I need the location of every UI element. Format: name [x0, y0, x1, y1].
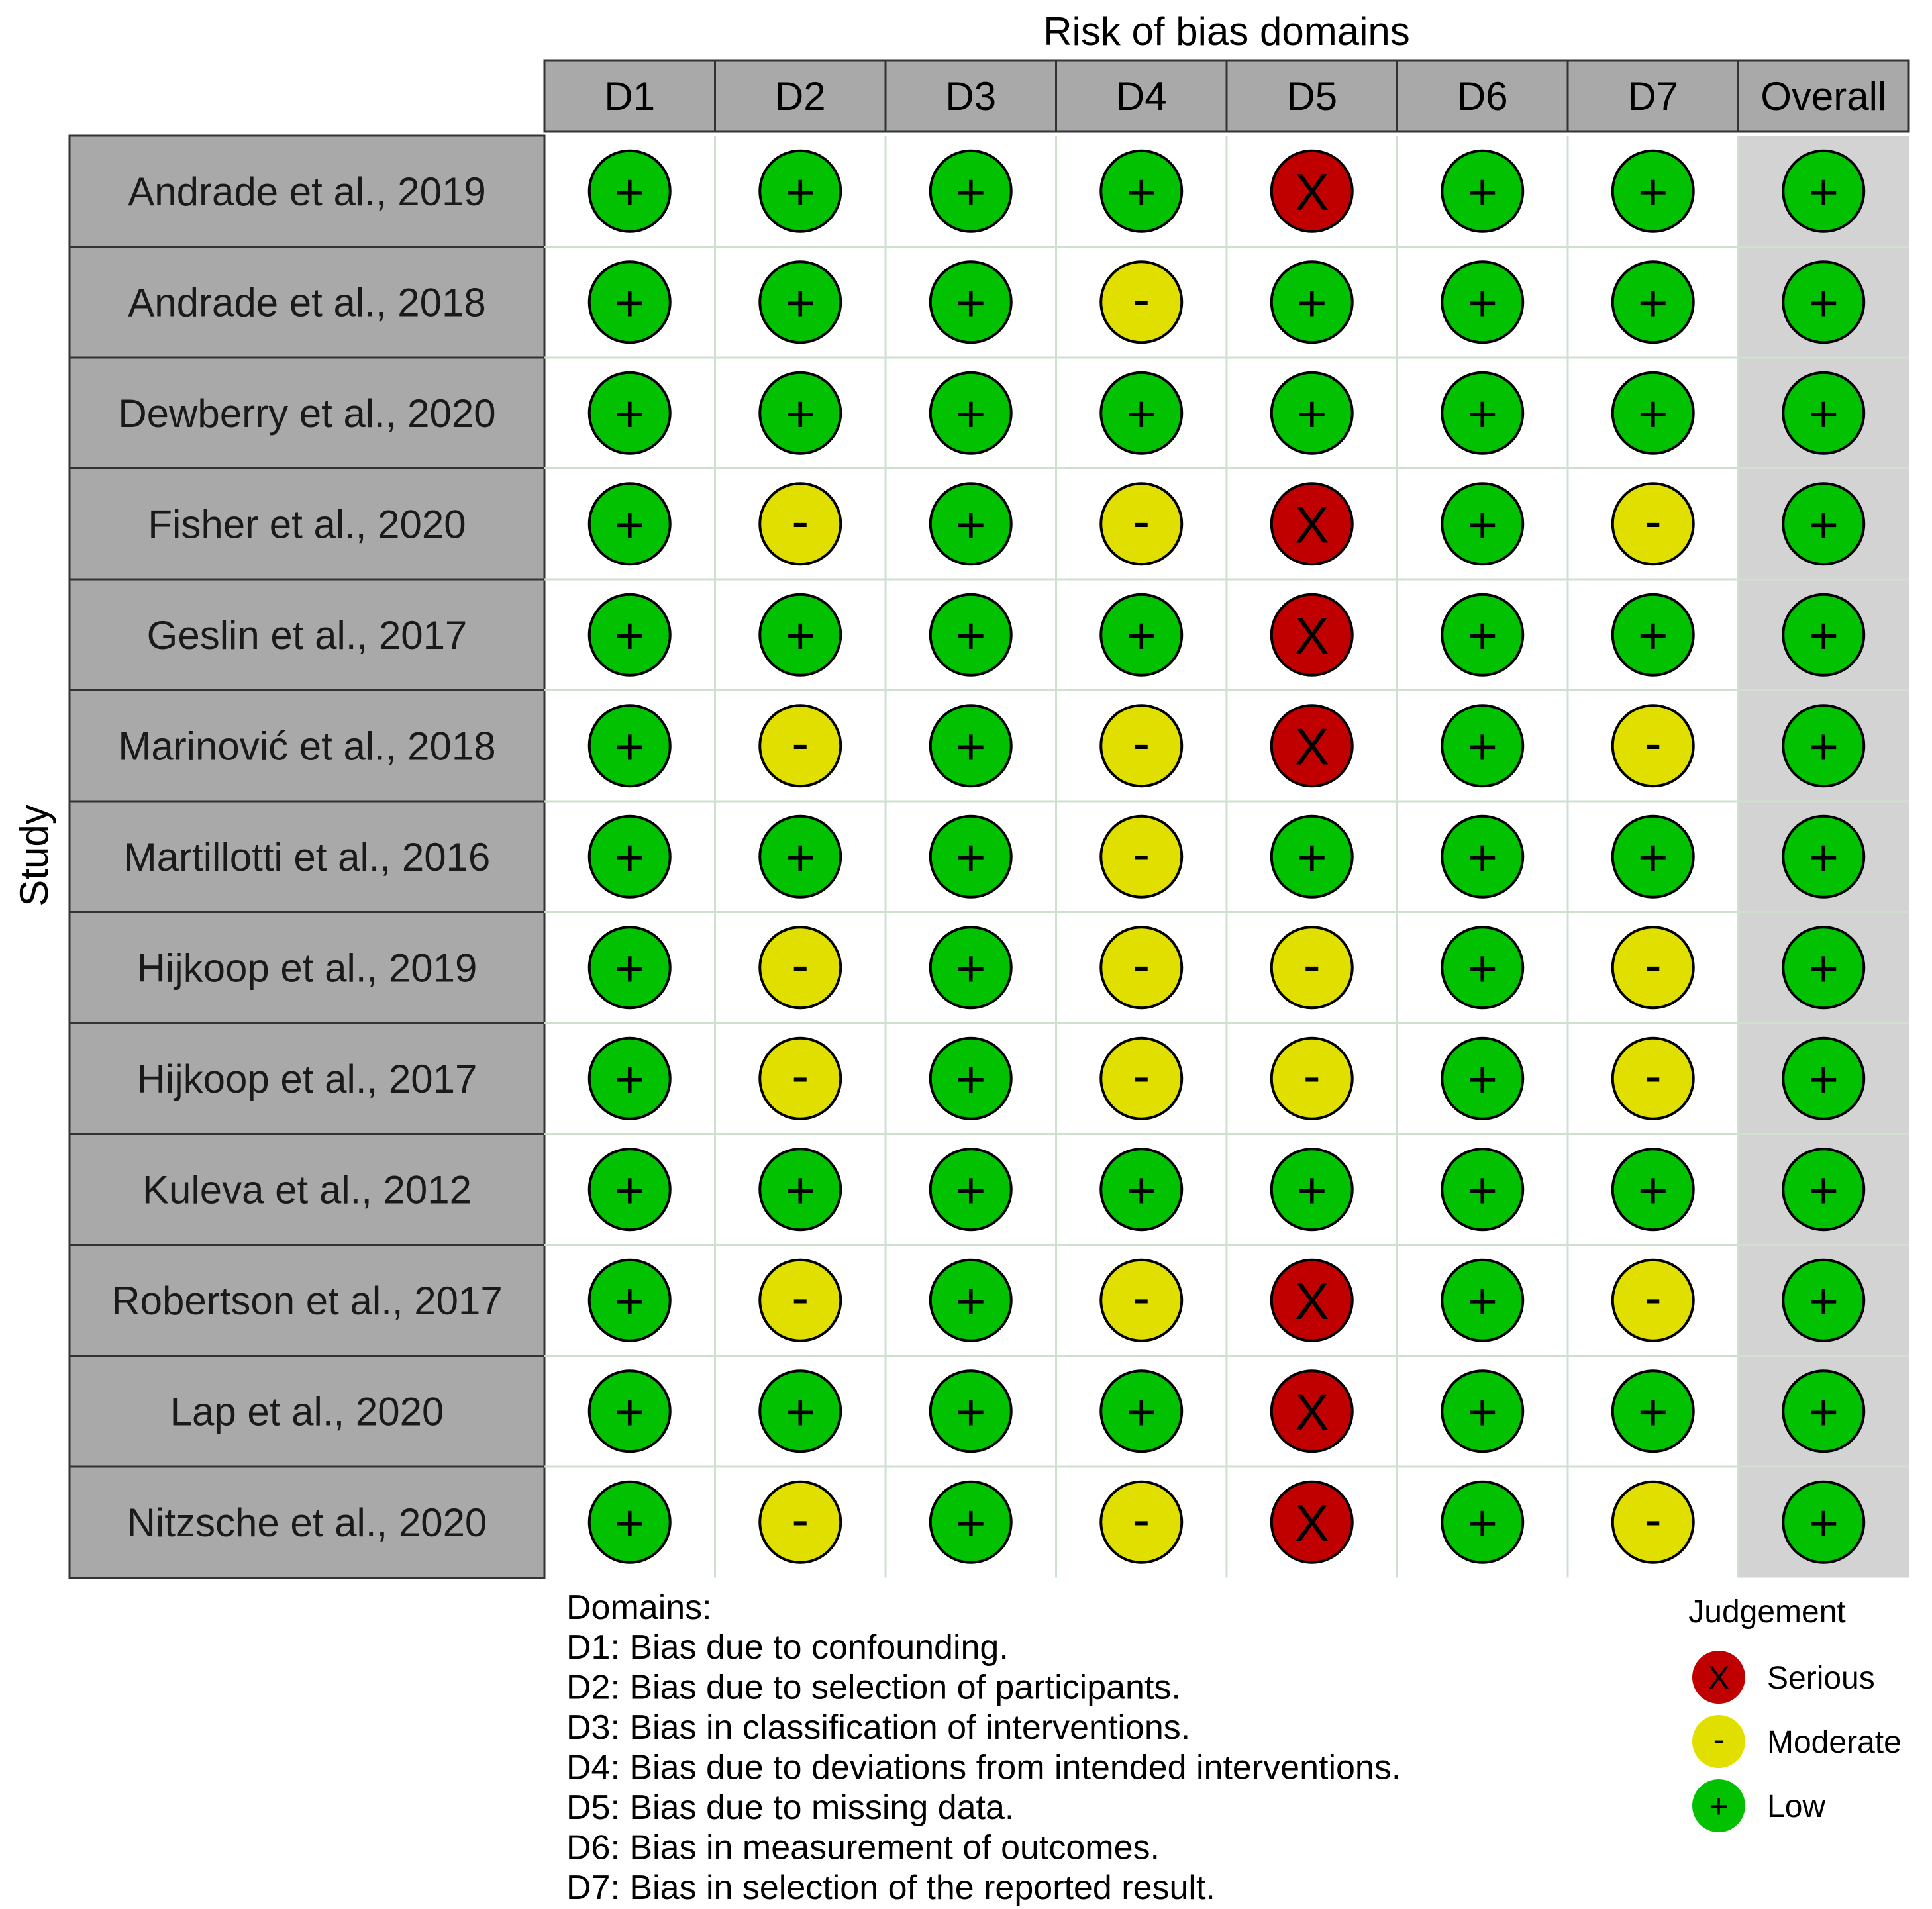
judgement-symbol: +	[614, 495, 645, 554]
judgement-symbol: +	[614, 384, 645, 443]
judgement-mark-low	[589, 373, 670, 454]
judgement-mark-low	[1783, 262, 1864, 342]
judgement-symbol: +	[1296, 384, 1327, 443]
judgement-mark-moderate	[1613, 483, 1694, 564]
judgement-symbol: X	[1294, 1493, 1329, 1552]
judgement-mark-low	[1101, 373, 1182, 454]
judgement-symbol: +	[955, 1161, 986, 1220]
judgement-symbol: +	[1126, 1383, 1157, 1442]
judgement-symbol: +	[1467, 1383, 1498, 1442]
legend	[1688, 1594, 1902, 1832]
judgement-mark-low	[1783, 816, 1864, 897]
judgement-symbol: +	[1467, 1050, 1498, 1108]
column-header-label: D1	[604, 74, 656, 119]
judgement-symbol: +	[955, 717, 986, 776]
judgement-mark-low	[1101, 151, 1182, 232]
judgement-mark-low	[1783, 1149, 1864, 1230]
judgement-symbol: +	[955, 273, 986, 332]
judgement-symbol: +	[1467, 273, 1498, 332]
domain-description: D4: Bias due to deviations from intended interventions.	[566, 1748, 1401, 1787]
risk-table	[70, 60, 1909, 1578]
judgement-symbol: +	[785, 828, 816, 887]
judgement-mark-low	[1442, 927, 1523, 1008]
judgement-symbol: +	[1808, 1383, 1839, 1442]
domains-heading: Domains:	[566, 1589, 712, 1627]
judgement-mark-moderate	[760, 927, 840, 1008]
study-label: Fisher et al., 2020	[148, 502, 466, 547]
judgement-symbol: -	[791, 1489, 809, 1548]
judgement-mark-low	[589, 151, 670, 232]
judgement-mark-low	[1783, 705, 1864, 786]
judgement-symbol: -	[1644, 1267, 1662, 1326]
judgement-symbol: +	[1126, 162, 1157, 221]
judgement-symbol: +	[785, 162, 816, 221]
judgement-symbol: +	[1467, 717, 1498, 776]
column-header-label: D6	[1456, 74, 1508, 119]
judgement-mark-low	[931, 1371, 1011, 1451]
column-header-label: D4	[1115, 74, 1167, 119]
judgement-mark-low	[589, 1371, 670, 1451]
judgement-mark-low	[589, 705, 670, 786]
judgement-symbol: +	[1467, 828, 1498, 887]
judgement-symbol: +	[1126, 384, 1157, 443]
judgement-symbol: +	[1808, 717, 1839, 776]
judgement-mark-low	[931, 483, 1011, 564]
judgement-mark-low	[1442, 1371, 1523, 1451]
study-label: Geslin et al., 2017	[146, 612, 468, 658]
judgement-mark-moderate	[1613, 1260, 1694, 1341]
judgement-symbol: +	[1637, 273, 1668, 332]
judgement-symbol: +	[785, 606, 816, 665]
judgement-mark-low	[760, 262, 840, 342]
judgement-symbol: -	[1303, 1046, 1321, 1104]
judgement-mark-low	[1101, 595, 1182, 675]
judgement-symbol: +	[614, 1383, 645, 1442]
judgement-symbol: +	[1808, 939, 1839, 998]
judgement-symbol: +	[1296, 828, 1327, 887]
judgement-mark-low	[1783, 151, 1864, 232]
study-label: Kuleva et al., 2012	[142, 1167, 472, 1212]
judgement-symbol: -	[1133, 713, 1150, 772]
judgement-symbol: +	[955, 1050, 986, 1108]
judgement-symbol: +	[614, 939, 645, 998]
judgement-symbol: +	[1808, 1050, 1839, 1108]
judgement-symbol: +	[1467, 606, 1498, 665]
judgement-symbol: -	[1133, 935, 1150, 994]
judgement-mark-low	[1442, 595, 1523, 675]
legend-item-serious	[1692, 1651, 1875, 1704]
judgement-symbol: -	[791, 491, 809, 550]
judgement-mark-low	[760, 595, 840, 675]
judgement-mark-low	[1783, 1038, 1864, 1119]
judgement-mark-low	[589, 595, 670, 675]
judgement-mark-low	[589, 1149, 670, 1230]
judgement-symbol: +	[1467, 495, 1498, 554]
judgement-mark-low	[1783, 927, 1864, 1008]
judgement-symbol: +	[1637, 1383, 1668, 1442]
judgement-symbol: +	[1126, 606, 1157, 665]
judgement-mark-low	[1442, 1149, 1523, 1230]
study-label: Nitzsche et al., 2020	[127, 1500, 487, 1545]
judgement-symbol: +	[955, 828, 986, 887]
judgement-symbol: X	[1294, 1383, 1329, 1442]
judgement-mark-moderate	[1101, 927, 1182, 1008]
judgement-symbol: +	[1637, 384, 1668, 443]
judgement-mark-low	[1442, 1038, 1523, 1119]
judgement-mark-low	[1783, 373, 1864, 454]
judgement-symbol: +	[1637, 162, 1668, 221]
judgement-mark-low	[760, 816, 840, 897]
judgement-mark-low	[1272, 373, 1352, 454]
judgement-symbol: +	[1637, 828, 1668, 887]
judgement-symbol: -	[1644, 935, 1662, 994]
domain-description: D7: Bias in selection of the reported result.	[566, 1869, 1215, 1906]
judgement-symbol: -	[791, 713, 809, 772]
judgement-symbol: X	[1294, 495, 1329, 554]
legend-item-moderate	[1692, 1715, 1902, 1768]
study-label: Andrade et al., 2018	[128, 280, 486, 325]
study-label: Hijkoop et al., 2017	[136, 1056, 478, 1101]
judgement-symbol: +	[955, 939, 986, 998]
judgement-mark-low	[931, 595, 1011, 675]
judgement-mark-moderate	[1101, 1260, 1182, 1341]
judgement-symbol: +	[1808, 606, 1839, 665]
judgement-mark-low	[1613, 595, 1694, 675]
judgement-symbol: +	[1808, 162, 1839, 221]
judgement-mark-low	[1101, 1371, 1182, 1451]
chart-title: Risk of bias domains	[1043, 9, 1410, 54]
judgement-symbol: X	[1294, 717, 1329, 776]
judgement-symbol: +	[614, 162, 645, 221]
judgement-symbol: -	[1133, 1046, 1150, 1104]
judgement-symbol: +	[1808, 495, 1839, 554]
judgement-mark-moderate	[1101, 816, 1182, 897]
study-label: Andrade et al., 2019	[128, 169, 486, 214]
legend-symbol: X	[1707, 1659, 1730, 1696]
judgement-symbol: X	[1294, 606, 1329, 665]
y-axis-label: Study	[12, 805, 56, 906]
judgement-mark-serious	[1272, 151, 1352, 232]
column-header-label: Overall	[1760, 74, 1887, 119]
judgement-symbol: +	[1467, 162, 1498, 221]
domain-description: D3: Bias in classification of interventions.	[566, 1708, 1191, 1747]
judgement-mark-low	[1613, 816, 1694, 897]
judgement-symbol: -	[1644, 491, 1662, 550]
judgement-mark-low	[589, 483, 670, 564]
judgement-mark-low	[1442, 373, 1523, 454]
legend-symbol: +	[1709, 1788, 1729, 1825]
study-label: Hijkoop et al., 2019	[136, 946, 478, 991]
judgement-symbol: -	[1133, 1489, 1150, 1548]
judgement-symbol: +	[955, 1493, 986, 1552]
legend-title: Judgement	[1688, 1594, 1846, 1630]
judgement-symbol: +	[1808, 273, 1839, 332]
judgement-symbol: +	[1467, 1271, 1498, 1330]
judgement-symbol: +	[614, 1161, 645, 1220]
judgement-mark-low	[1272, 1149, 1352, 1230]
judgement-mark-moderate	[1101, 705, 1182, 786]
judgement-mark-moderate	[1613, 1038, 1694, 1119]
judgement-mark-moderate	[1101, 262, 1182, 342]
judgement-symbol: X	[1294, 162, 1329, 221]
domain-description: D1: Bias due to confounding.	[566, 1628, 1009, 1667]
judgement-symbol: +	[1296, 1161, 1327, 1220]
judgement-symbol: +	[1467, 939, 1498, 998]
judgement-mark-low	[1613, 1149, 1694, 1230]
legend-label: Low	[1767, 1789, 1826, 1824]
judgement-mark-moderate	[1613, 1482, 1694, 1563]
study-label: Lap et al., 2020	[170, 1389, 444, 1434]
judgement-mark-low	[1613, 151, 1694, 232]
judgement-mark-low	[931, 262, 1011, 342]
judgement-symbol: +	[1296, 273, 1327, 332]
judgement-mark-low	[1272, 262, 1352, 342]
judgement-mark-low	[931, 927, 1011, 1008]
judgement-symbol: -	[791, 1267, 809, 1326]
judgement-mark-low	[1442, 151, 1523, 232]
domain-description: D5: Bias due to missing data.	[566, 1788, 1015, 1827]
judgement-mark-serious	[1272, 1371, 1352, 1451]
study-label: Robertson et al., 2017	[111, 1278, 503, 1323]
judgement-symbol: +	[1808, 384, 1839, 443]
judgement-symbol: +	[1467, 1161, 1498, 1220]
column-header-label: D7	[1627, 74, 1679, 119]
judgement-mark-moderate	[1272, 1038, 1352, 1119]
judgement-symbol: +	[614, 828, 645, 887]
judgement-mark-serious	[1272, 483, 1352, 564]
judgement-mark-low	[589, 1260, 670, 1341]
judgement-mark-low	[931, 1038, 1011, 1119]
judgement-mark-low	[1442, 816, 1523, 897]
judgement-symbol: +	[614, 717, 645, 776]
judgement-mark-low	[931, 151, 1011, 232]
judgement-symbol: +	[1637, 606, 1668, 665]
judgement-mark-low	[1272, 816, 1352, 897]
judgement-mark-serious	[1272, 1260, 1352, 1341]
judgement-mark-low	[1783, 595, 1864, 675]
judgement-mark-moderate	[760, 705, 840, 786]
judgement-mark-low	[589, 816, 670, 897]
judgement-symbol: +	[614, 273, 645, 332]
judgement-symbol: +	[1808, 1161, 1839, 1220]
judgement-mark-low	[1613, 373, 1694, 454]
judgement-mark-low	[1613, 262, 1694, 342]
judgement-symbol: X	[1294, 1271, 1329, 1330]
judgement-mark-low	[760, 1371, 840, 1451]
judgement-mark-low	[1783, 1482, 1864, 1563]
judgement-symbol: -	[791, 1046, 809, 1104]
study-label: Martillotti et al., 2016	[123, 834, 491, 879]
judgement-mark-moderate	[1613, 927, 1694, 1008]
judgement-symbol: +	[1808, 1271, 1839, 1330]
judgement-mark-moderate	[1101, 1482, 1182, 1563]
judgement-mark-low	[1442, 483, 1523, 564]
judgement-mark-moderate	[760, 483, 840, 564]
judgement-mark-low	[589, 1038, 670, 1119]
judgement-mark-low	[931, 373, 1011, 454]
judgement-mark-low	[1613, 1371, 1694, 1451]
judgement-symbol: +	[1637, 1161, 1668, 1220]
judgement-mark-moderate	[760, 1260, 840, 1341]
judgement-symbol: -	[1644, 1489, 1662, 1548]
judgement-symbol: +	[785, 1383, 816, 1442]
judgement-symbol: +	[785, 384, 816, 443]
judgement-mark-serious	[1272, 1482, 1352, 1563]
judgement-mark-low	[589, 262, 670, 342]
judgement-mark-low	[589, 1482, 670, 1563]
judgement-mark-low	[1783, 483, 1864, 564]
judgement-symbol: +	[955, 495, 986, 554]
judgement-symbol: -	[1644, 1046, 1662, 1104]
legend-label: Moderate	[1767, 1725, 1902, 1760]
judgement-mark-moderate	[1613, 705, 1694, 786]
legend-item-low	[1692, 1779, 1825, 1832]
judgement-mark-moderate	[760, 1038, 840, 1119]
judgement-mark-low	[760, 373, 840, 454]
judgement-symbol: -	[1303, 935, 1321, 994]
judgement-symbol: -	[1133, 1267, 1150, 1326]
judgement-mark-low	[931, 1149, 1011, 1230]
judgement-symbol: +	[785, 273, 816, 332]
judgement-mark-low	[1783, 1371, 1864, 1451]
domains-key	[566, 1589, 1401, 1906]
legend-label: Serious	[1767, 1661, 1875, 1696]
judgement-symbol: +	[955, 1383, 986, 1442]
domain-description: D2: Bias due to selection of participants.	[566, 1668, 1181, 1707]
judgement-mark-moderate	[1101, 1038, 1182, 1119]
judgement-mark-low	[931, 1482, 1011, 1563]
judgement-mark-moderate	[760, 1482, 840, 1563]
judgement-symbol: +	[614, 1050, 645, 1108]
judgement-symbol: -	[1133, 491, 1150, 550]
judgement-symbol: -	[1644, 713, 1662, 772]
study-label: Dewberry et al., 2020	[118, 391, 496, 436]
judgement-mark-low	[589, 927, 670, 1008]
judgement-mark-low	[760, 1149, 840, 1230]
judgement-symbol: +	[955, 606, 986, 665]
column-header-label: D5	[1286, 74, 1338, 119]
judgement-symbol: +	[1126, 1161, 1157, 1220]
domain-description: D6: Bias in measurement of outcomes.	[566, 1828, 1160, 1867]
judgement-symbol: +	[785, 1161, 816, 1220]
judgement-mark-serious	[1272, 705, 1352, 786]
judgement-mark-low	[1101, 1149, 1182, 1230]
judgement-mark-low	[931, 705, 1011, 786]
judgement-symbol: -	[791, 935, 809, 994]
judgement-symbol: +	[614, 606, 645, 665]
judgement-symbol: +	[614, 1271, 645, 1330]
judgement-symbol: +	[614, 1493, 645, 1552]
judgement-mark-low	[1442, 1482, 1523, 1563]
column-header-label: D3	[945, 74, 997, 119]
judgement-symbol: +	[1467, 384, 1498, 443]
judgement-mark-low	[931, 1260, 1011, 1341]
judgement-symbol: +	[955, 384, 986, 443]
judgement-symbol: +	[955, 1271, 986, 1330]
judgement-mark-low	[1442, 1260, 1523, 1341]
judgement-symbol: +	[1467, 1493, 1498, 1552]
judgement-symbol: -	[1133, 824, 1150, 883]
judgement-symbol: +	[1808, 1493, 1839, 1552]
judgement-symbol: +	[1808, 828, 1839, 887]
judgement-symbol: -	[1133, 269, 1150, 328]
study-label: Marinović et al., 2018	[118, 724, 496, 769]
judgement-symbol: +	[955, 162, 986, 221]
judgement-mark-low	[1442, 705, 1523, 786]
judgement-mark-low	[1783, 1260, 1864, 1341]
judgement-mark-serious	[1272, 595, 1352, 675]
column-header-label: D2	[774, 74, 826, 119]
judgement-mark-moderate	[1272, 927, 1352, 1008]
legend-symbol: -	[1713, 1721, 1725, 1758]
judgement-mark-low	[1442, 262, 1523, 342]
judgement-mark-low	[931, 816, 1011, 897]
judgement-mark-low	[760, 151, 840, 232]
judgement-mark-moderate	[1101, 483, 1182, 564]
